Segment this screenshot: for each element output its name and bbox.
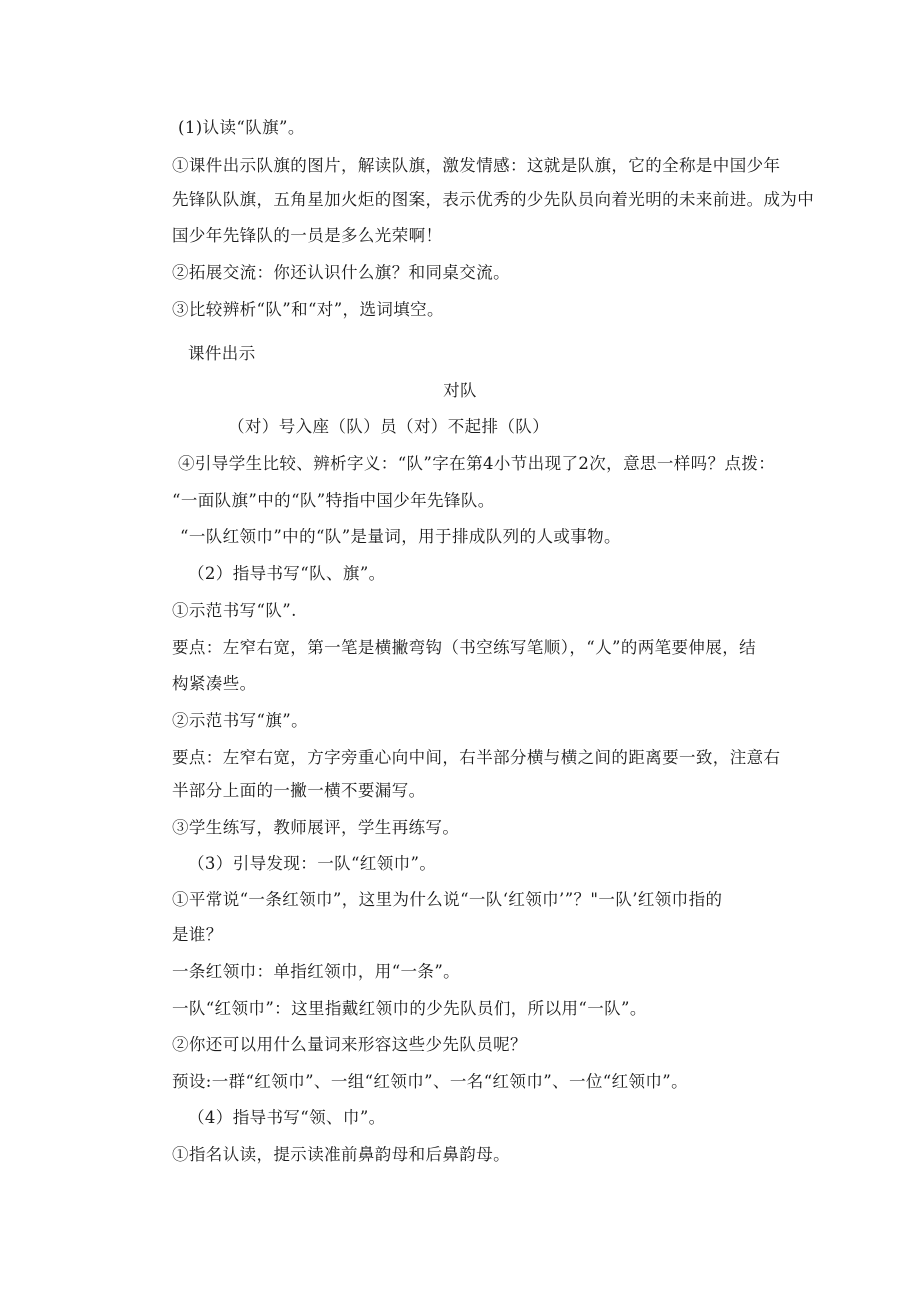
heading-3-discovery: （3）引导发现：一队“红领巾”。: [188, 854, 437, 873]
paragraph-line: ①平常说“一条红领巾”，这里为什么说“一队‘红领巾’”？"一队’红领巾指的: [172, 890, 723, 909]
fill-in-answers: （对）号入座（队）员（对）不起排（队）: [228, 417, 550, 436]
paragraph-line: 要点：左窄右宽，方字旁重心向中间，右半部分横与横之间的距离要一致，注意右: [172, 748, 781, 767]
paragraph-line: ①示范书写“队”.: [172, 601, 297, 620]
paragraph-line: 构紧凑些。: [172, 674, 257, 693]
paragraph-line: ②拓展交流：你还认识什么旗？和同桌交流。: [172, 263, 510, 282]
paragraph-line: ③比较辨析“队”和“对”，选词填空。: [172, 300, 444, 319]
paragraph-line: 一队“红领巾”：这里指戴红领巾的少先队员们，所以用“一队”。: [172, 999, 647, 1018]
paragraph-line: “一队红领巾”中的“队”是量词，用于排成队列的人或事物。: [180, 527, 621, 546]
paragraph-line: ②你还可以用什么量词来形容这些少先队员呢？: [172, 1035, 527, 1054]
paragraph-line: ①课件出示队旗的图片，解读队旗，激发情感：这就是队旗，它的全称是中国少年: [172, 156, 781, 175]
paragraph-line: ④引导学生比较、辨析字义：“队”字在第4小节出现了2次，意思一样吗？点拨：: [178, 454, 776, 473]
heading-2-writing-guide: （2）指导书写“队、旗”。: [188, 564, 386, 583]
paragraph-line: 是谁？: [172, 925, 223, 944]
paragraph-line: ②示范书写“旗”。: [172, 711, 308, 730]
paragraph-line: 先锋队队旗，五角星加火炬的图案，表示优秀的少先队员向着光明的未来前进。成为中: [172, 190, 815, 209]
heading-4-writing-guide: （4）指导书写“领、巾”。: [188, 1108, 386, 1127]
paragraph-line: 半部分上面的一撇一横不要漏写。: [172, 781, 426, 800]
heading-1-flag-reading: (1)认读“队旗”。: [178, 118, 305, 137]
courseware-label: 课件出示: [188, 344, 256, 363]
paragraph-line: “一面队旗”中的“队”特指中国少年先锋队。: [172, 491, 495, 510]
paragraph-line: 国少年先锋队的一员是多么光荣啊！: [172, 226, 443, 245]
paragraph-line: 预设:一群“红领巾”、一组“红领巾”、一名“红领巾”、一位“红领巾”。: [172, 1072, 689, 1091]
paragraph-line: 一条红领巾：单指红领巾，用“一条”。: [172, 962, 461, 981]
paragraph-line: ①指名认读，提示读准前鼻韵母和后鼻韵母。: [172, 1145, 510, 1164]
paragraph-line: 要点：左窄右宽，第一笔是横撇弯钩（书空练写笔顺），“人”的两笔要伸展，结: [172, 638, 757, 657]
paragraph-line: ③学生练写，教师展评，学生再练写。: [172, 818, 460, 837]
word-pair: 对队: [443, 381, 477, 400]
